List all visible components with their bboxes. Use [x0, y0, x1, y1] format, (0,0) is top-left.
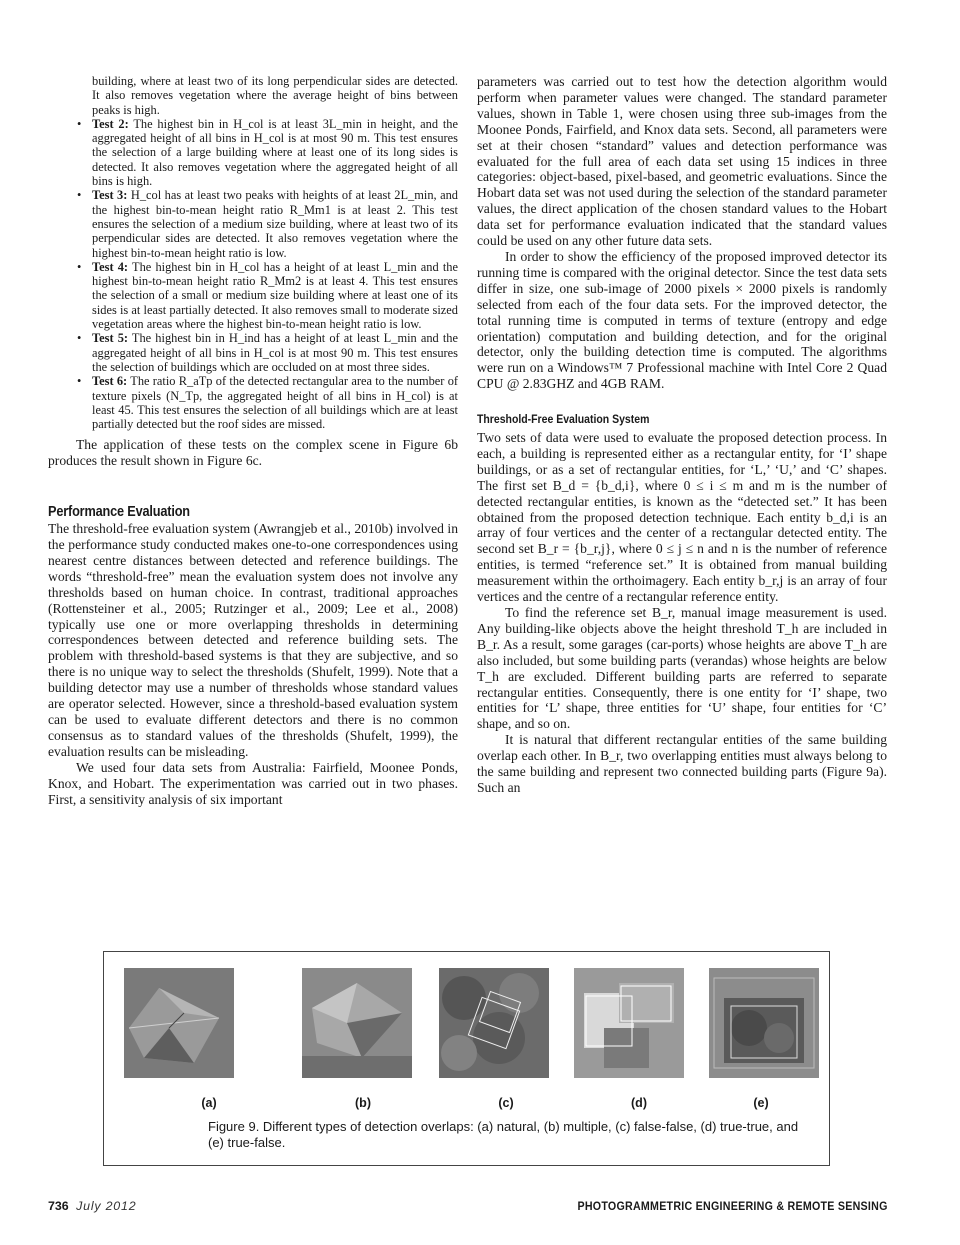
- panel-label-b: (b): [355, 1096, 371, 1110]
- panel-label-d: (d): [631, 1096, 647, 1110]
- page-footer-left: [48, 1199, 136, 1213]
- right-paragraph-4: To find the reference set B_r, manual image measurement is used. Any building-like objects above the height threshold T_h are included in B_r. As a result, some garages (car-ports) whose heights are above T_h are also included, but some building parts (verandas) whose heights are below T_h are excluded. Different building parts are referred to separate rectangular entities. Consequently, there is one entity for ‘I’ shape, two entities for ‘L’ shape, three entities for ‘U’ shape, four entities for ‘C’ shape, and so on.: [477, 605, 887, 732]
- aerial-image-b: [302, 968, 412, 1078]
- test-text: H_col has at least two peaks with heights of at least 2L_min, and the highest bin-to-mean height ratio R_Mm1 is at least 2. This test ensures the selection of a medium size building, where at least two of its perpendicular sides are detected. It also removes vegetation where the highest bin-to-mean height ratio is low.: [92, 188, 458, 260]
- performance-paragraph-2: We used four data sets from Australia: Fairfield, Moonee Ponds, Knox, and Hobart. The experimentation was carried out in two phases. First, a sensitivity analysis of six important: [48, 759, 458, 807]
- subsection-heading: Threshold-Free Evaluation System: [477, 412, 650, 427]
- after-tests-paragraph: The application of these tests on the complex scene in Figure 6b produces the result shown in Figure 6c.: [48, 437, 458, 469]
- figure-caption: Figure 9. Different types of detection overlaps: (a) natural, (b) multiple, (c) false-false, (d) true-true, and (e) true-false.: [208, 1119, 799, 1150]
- test-label: Test 6:: [92, 374, 128, 389]
- panel-label-c: (c): [498, 1096, 514, 1110]
- test-label: Test 4:: [92, 259, 129, 274]
- page-number: 736: [48, 1199, 69, 1213]
- test-label: Test 5:: [92, 331, 129, 346]
- test-text: The ratio R_aTp of the detected rectangular area to the number of texture pixels (N_Tp, the aggregated height of all bins in H_col) is at least 45. This test ensures the selection of all buildings which are at least partially detected but the roof sides are missed.: [92, 374, 459, 432]
- panel-label-e: (e): [753, 1096, 769, 1110]
- aerial-image-e: [709, 968, 819, 1078]
- test-text: The highest bin in H_col has a height of at least L_min and the highest bin-to-mean height ratio R_Mm2 is at least 4. This test ensures the selection of a small or medium size building where at least one of its sides is at least partially detected. It also removes small to moderate sized vegetation areas where the highest bin-to-mean height ratio is low.: [92, 259, 458, 332]
- left-column: [48, 74, 458, 807]
- aerial-image-d: [574, 968, 684, 1078]
- aerial-image-a: [124, 968, 234, 1078]
- test-item: [92, 117, 458, 188]
- test-list: [48, 74, 458, 431]
- figure-9: [103, 951, 830, 1166]
- test-text: The highest bin in H_col is at least 3L_min in height, and the aggregated height of all bins in H_col is at most 90 m. This test ensures the selection of a large building where at least one of its long sides is detected. It also removes vegetation where the aggregated height of all bins is high.: [92, 116, 458, 189]
- test-label: Test 3:: [92, 188, 128, 203]
- aerial-image-c: [439, 968, 549, 1078]
- test-label: Test 2:: [92, 116, 129, 131]
- tests-intro-text: building, where at least two of its long perpendicular sides are detected. It also removes vegetation where the average height of bins between peaks is high.: [92, 74, 458, 117]
- right-paragraph-3: Two sets of data were used to evaluate the proposed detection process. In each, a building is represented either as a rectangular entity, for ‘I’ shape buildings, or as a set of rectangular entities, for ‘L,’ ‘U,’ and ‘C’ shapes. The first set B_d = {b_d,i}, where 0 ≤ i ≤ m and m is the number of detected rectangular entities, is known as the “detected set.” It has been obtained from the proposed detection technique. Each entity b_d,i is an array of four vertices and the center of a rectangular detected entity. The second set B_r = {b_r,j}, where 0 ≤ j ≤ n and n is the number of reference entities, is termed “reference set.” It is obtained from manual building measurement within the orthoimagery. Each entity b_r,j is an array of four vertices and the centre of a rectangular reference entity.: [477, 430, 887, 605]
- section-heading: Performance Evaluation: [48, 504, 190, 521]
- test-item: [92, 331, 458, 374]
- right-paragraph-2: In order to show the efficiency of the proposed improved detector its running time is compared with the original detector. Since the test data sets differ in size, one sub-image of 2000 pixels × 2000 pixels is randomly selected from each of the four data sets. For the improved detector, the total running time is computed in terms of texture (entropy and edge orientation) computation and building detection, and for the original detector, only the building detection time is computed. The algorithms were run on a Windows™ 7 Professional machine with Intel Core 2 Quad CPU @ 2.83GHZ and 4GB RAM.: [477, 248, 887, 392]
- right-paragraph-5: It is natural that different rectangular entities of the same building overlap each other. In B_r, two overlapping entities must always belong to the same building and represent two connected building parts (Figure 9a). Such an: [477, 732, 887, 795]
- right-column: [477, 74, 887, 796]
- performance-paragraph-1: The threshold-free evaluation system (Awrangjeb et al., 2010b) involved in the performance study conducted makes one-to-one correspondences using nearest centre distances between detected and reference buildings. The words “threshold-free” mean the evaluation system does not involve any thresholds based on human choice. In contrast, traditional approaches (Rottensteiner et al., 2005; Rutzinger et al., 2009; Lee et al., 2008) typically use one or more overlapping thresholds in determining correspondences between detected and reference building sets. The problem with threshold-based systems is that they are subjective, and so there is no unique way to select the thresholds (Shufelt, 1999). Note that a building detector may use a number of thresholds whose standard values are operator selected. However, since a threshold-based evaluation system can be used to evaluate different detectors and there is no common consensus as to standard values of the thresholds (Shufelt, 1999), the evaluation results can be misleading.: [48, 521, 458, 759]
- test-item: [92, 374, 458, 431]
- test-item: [92, 260, 458, 331]
- test-item: [92, 188, 458, 259]
- issue-date: July 2012: [76, 1199, 137, 1213]
- test-text: The highest bin in H_ind has a height of at least L_min and the aggregated height of all bins in H_col is at most 90 m. This test ensures the selection of buildings which are occluded on at most three sides.: [92, 331, 458, 374]
- right-paragraph-1: parameters was carried out to test how the detection algorithm would perform when parameter values were changed. The standard parameter values, shown in Table 1, were chosen using three sub-images from the Moonee Ponds, Fairfield, and Knox data sets. Second, all parameters were set at their chosen “standard” values and detection performance was evaluated for the full area of each data set using 15 indices in three categories: object-based, pixel-based, and geometric evaluations. Since the Hobart data set was not used during the selection of the standard parameter values, the direct application of the chosen standard values to the Hobart data set for performance evaluation indicated that the standard values could be used on any other future data sets.: [477, 74, 887, 249]
- panel-label-a: (a): [201, 1096, 217, 1110]
- journal-name: PHOTOGRAMMETRIC ENGINEERING & REMOTE SENSING: [577, 1199, 888, 1213]
